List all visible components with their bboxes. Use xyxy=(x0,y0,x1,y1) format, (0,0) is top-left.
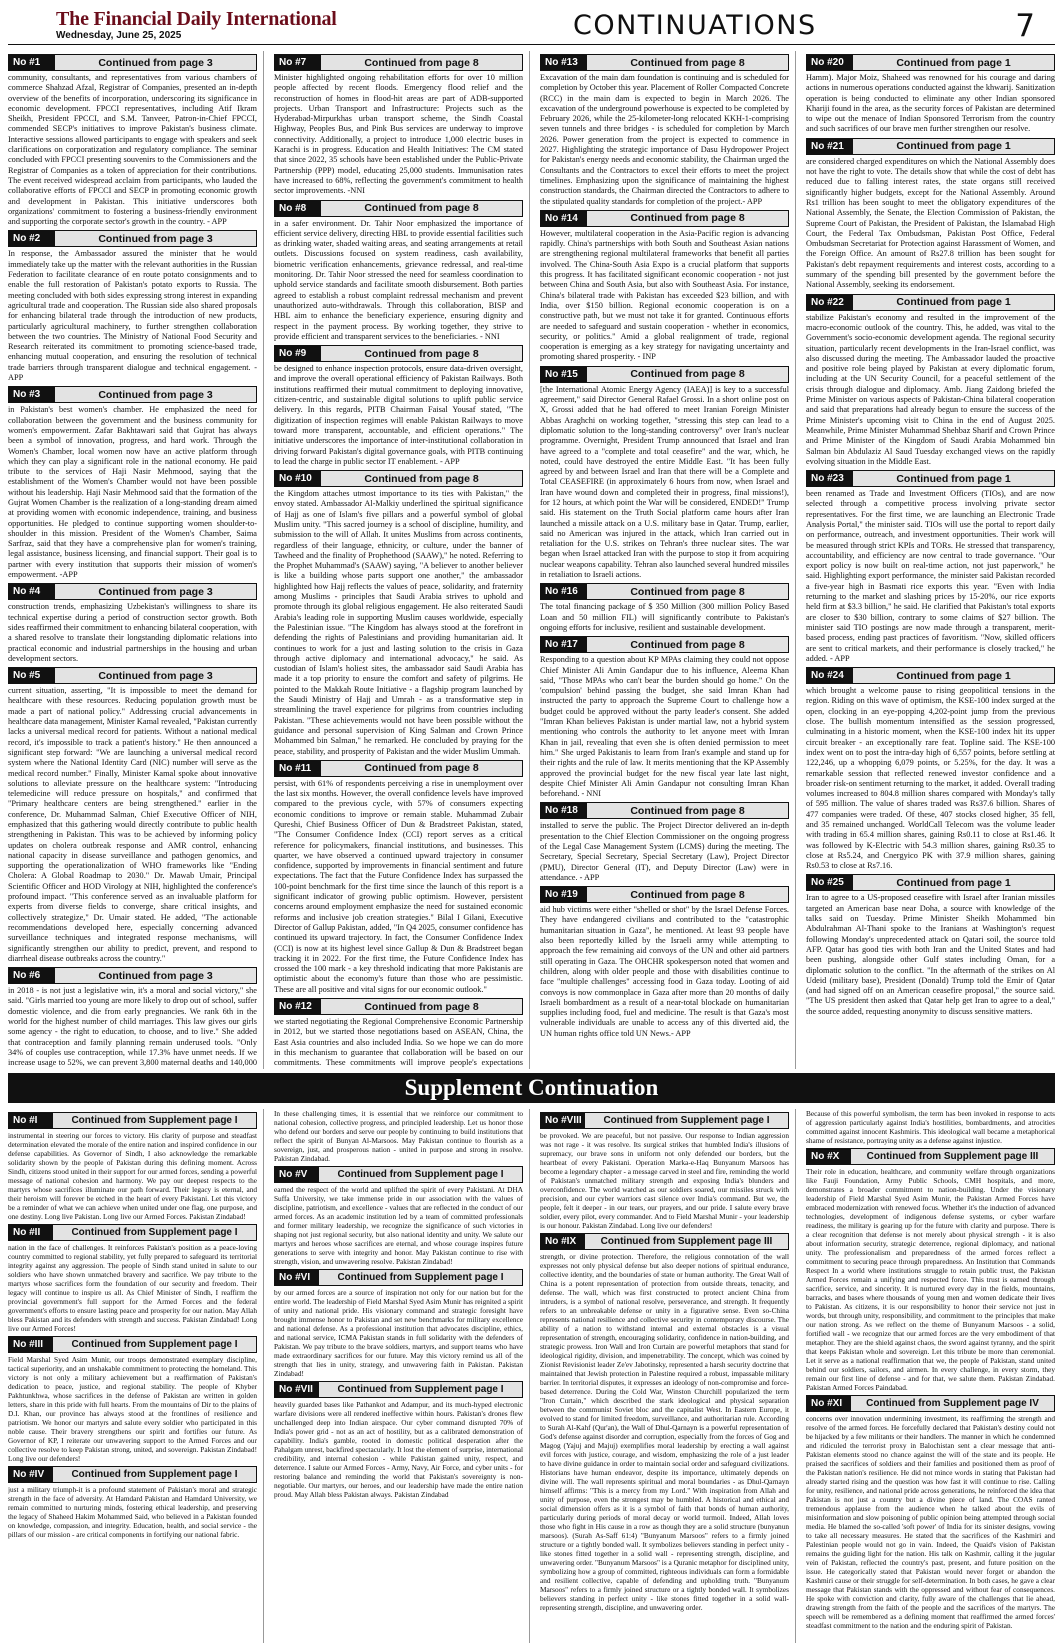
supplement-banner: Supplement Continuation xyxy=(8,1073,1055,1103)
article-header xyxy=(8,1336,257,1353)
article-header xyxy=(8,1224,257,1241)
article-body: in a safer environment. Dr. Tahir Noor emphasized the importance of efficient service delivery, directing HBL to provide essential facilities such as drinking water, shaded waiting areas, and seating arrangements at retail outlets. Discussions focused on system readiness, cash availability, biometric verification enhancements, grievance redressal, and real-time monitoring. Dr. Tahir Noor stressed the need for seamless coordination to uphold service standards and facilitate smooth disbursement. Both parties agreed to establish a robust complaint redressal mechanism and prevent unauthorized auto-withdrawals. Through this collaboration, BISP and HBL aim to enhance the beneficiary experience, ensuring dignity and respect in the payment process. By working together, they strive to provide efficient and transparent services to the beneficiaries. - NNI xyxy=(274,218,523,341)
column-3 xyxy=(540,1109,796,1643)
column-1 xyxy=(8,51,264,1069)
masthead-left xyxy=(56,8,337,42)
article xyxy=(274,1381,523,1499)
article xyxy=(806,1148,1055,1392)
article xyxy=(274,200,523,343)
article-number: No #II xyxy=(9,1225,53,1240)
article-number: No #21 xyxy=(807,139,853,154)
continued-label: Continued from page 1 xyxy=(853,471,1054,486)
article-body: Iran to agree to a US-proposed ceasefire with Israel after Iranian missiles targeted an American base near Doha, a source with knowledge of the talks said on Tuesday. Prime Minister Sheikh Mohammed bin Abdulrahman Al-Thani spoke to the Iranians at Washington's request following Monday's unprecedented attack on Qatari soil, the source told AFP. Qatar has good ties with both Iran and the United States and had been pushing, alongside other Gulf states including Oman, for a diplomatic solution to the conflict. "In the aftermath of the strikes on Al Udeid (military base), President (Donald) Trump told the Emir of Qatar (and had signed off on an American ceasefire proposal," the source said. "The US president then asked that Qatar help get Iran to agree to a deal," the source added, requesting anonymity to discuss sensitive matters. xyxy=(806,893,1055,1016)
article-header xyxy=(540,1233,789,1250)
article-number: No #12 xyxy=(275,999,321,1014)
article-body: community, consultants, and representatives from various chambers of commerce Shahzad Afzal, Registrar of Companies, presented an in-depth overview of the benefits of incorporation, underscoring its significance in economic development. FPCCI representatives, including Atif Ikram Sheikh, President FPCCI, and S.M. Tanveer, Patron-in-Chief FPCCI, commended SECP's initiatives to improve Pakistan's business climate. Interactive sessions allowed participants to engage with speakers and seek clarifications on corporatization and regulatory compliance. The seminar concluded with FPCCI presenting souvenirs to the Commissioners and the Registrar of Companies as a token of appreciation for their contributions. The event received widespread acclaim from participants, who lauded the collaborative efforts of FPCCI and SECP in promoting economic growth and development in Pakistan. This initiative underscores both organizations' commitment to fostering a business-friendly environment and supporting the corporate sector's growth in the country. - APP xyxy=(8,73,257,227)
column-4 xyxy=(806,51,1055,1069)
continued-label: Continued from page 8 xyxy=(587,55,788,70)
article-body: In response, the Ambassador assured the minister that he would immediately take up the matter with the relevant authorities in the Russian Federation to facilitate clearance of en route potato consignments and to enable the full restoration of Pakistan's potato exports to Russia. The meeting concluded with both sides expressing strong interest in expanding agricultural trade and cooperation. The Russian side also shared proposals for enhancing bilateral trade through the introduction of new products, particularly agricultural machinery, to further strengthen collaboration between the two countries. The Ministry of National Food Security and Research reiterated its commitment to promoting science-based trade, enhancing mutual cooperation, and ensuring the resolution of technical trade barriers through transparent dialogue and technical engagement. - APP xyxy=(8,249,257,383)
continued-label: Continued from page 8 xyxy=(587,803,788,818)
continued-label: Continued from Supplement page I xyxy=(53,1467,256,1482)
masthead xyxy=(8,8,1055,45)
continued-label: Continued from page 1 xyxy=(853,139,1054,154)
article-number: No #22 xyxy=(807,295,853,310)
article-body: in Pakistan's best women's chamber. He emphasized the need for collaboration between the government and the business community for women's empowerment. Zafar Bakhtawari said that Gujrat has always been a symbol of innovation, progress, and hard work. Through the Women's Chamber, local women now have an active platform through which they can play a significant role in the national economy. He paid tribute to the services of Haji Nasir Mehmood, saying that the establishment of the Women's Chamber would not have been possible without his leadership. Haji Nasir Mehmood said that the formation of the Gujrat Women Chamber is the realization of a long-standing dream aimed at providing women with economic independence, training, and business opportunities. He pledged to continue supporting women shoulder-to-shoulder in this mission. President of the Women's Chamber, Saima Sarfraz, said that they have a comprehensive plan for women's training, legal assistance, business licensing, and financial support. Their goal is to partner with every institution that supports their mission of women's empowerment. -APP xyxy=(8,405,257,580)
article xyxy=(8,1112,257,1221)
article-number: No #V xyxy=(275,1167,319,1182)
continued-label: Continued from Supplement page I xyxy=(585,1113,788,1128)
article-header xyxy=(806,54,1055,71)
article-header xyxy=(806,294,1055,311)
article xyxy=(540,54,789,207)
article-number: No #6 xyxy=(9,968,55,983)
article-number: No #III xyxy=(9,1337,53,1352)
continued-label: Continued from Supplement page III xyxy=(851,1149,1054,1164)
article-header xyxy=(274,1269,523,1286)
continued-label: Continued from Supplement page I xyxy=(319,1167,522,1182)
article-header xyxy=(8,1466,257,1483)
article xyxy=(540,210,789,363)
article xyxy=(806,470,1055,664)
article xyxy=(274,998,523,1069)
article-header xyxy=(274,760,523,777)
article-body: we started negotiating the Regional Comprehensive Economic Partnership in 2012, but we started those negotiations based on ASEAN, China, the East Asia countries and also included India. So we hope we can do more in this mechanism to guarantee that collaboration will be based on our commitments. These commitments will improve people's expectations xyxy=(274,1017,523,1068)
article-header xyxy=(8,583,257,600)
article-number: No #18 xyxy=(541,803,587,818)
article-number: No #VI xyxy=(275,1270,319,1285)
article xyxy=(806,1109,1055,1145)
article xyxy=(540,366,789,581)
supplement-columns xyxy=(8,1109,1055,1643)
continuations-columns xyxy=(8,51,1055,1069)
article xyxy=(540,1112,789,1230)
continued-label: Continued from page 8 xyxy=(321,55,522,70)
article xyxy=(274,470,523,757)
article xyxy=(540,886,789,1039)
article-body: [the International Atomic Energy Agency (IAEA)] is key to a successful agreement," said Director General Rafael Grossi. In a short online post on X, Grossi added that he had offered to meet Iranian Foreign Minister Abbas Araghchi on working together, "stressing this step can lead to a diplomatic solution to the long-standing controversy" over Iran's nuclear programme. Overnight, President Trump announced that Israel and Iran have agreed to a "complete and total ceasefire" and the war, which, he noted, could have destroyed the entire Middle East. "It has been fully agreed by and between Israel and Iran that there will be a Complete and Total CEASEFIRE (in approximately 6 hours from now, when Israel and Iran have wound down and completed their in progress, final missions!), for 12 hours, at which point the War will be considered, ENDED!" Trump said. His statement on the Truth Social platform came hours after Iran launched a missile attack on a U.S. military base in Qatar. Trump, earlier, said no American was injured in the attack, which Iran carried out in retaliation for the U.S. strikes on Tehran's three nuclear sites. The war began when Israel attacked Iran with the purpose to stop it from acquiring nuclear weapons capability. Tehran also launched several hundred missiles in retaliation to Israeli actions. xyxy=(540,384,789,580)
continued-label: Continued from page 8 xyxy=(321,999,522,1014)
article xyxy=(540,1233,789,1612)
continued-label: Continued from Supplement page I xyxy=(53,1113,256,1128)
continued-label: Continued from page 1 xyxy=(853,55,1054,70)
article-body: nation in the face of challenges. It reinforces Pakistan's position as a peace-loving country committed to regional stability, yet fully prepared to safeguard its territorial integrity against any aggression. The people of Sindh stand united in salute to our soldiers who have shown unmatched bravery and sacrifice. We pay tribute to the martyrs whose sacrifices form the foundation of our security and freedom. Their legacy will continue to inspire us all. As Chief Minister of Sindh, I reaffirm the provincial government's full support for the Armed Forces and the federal government's efforts to ensure lasting peace and prosperity for our nation. May Allah bless Pakistan and its defenders with strength and success. Pakistan Zindabad! Long live our Armed Forces! xyxy=(8,1243,257,1333)
section-title: CONTINUATIONS xyxy=(573,10,817,41)
article xyxy=(274,1269,523,1378)
article-body: Minister highlighted ongoing rehabilitation efforts for over 10 million people affected by recent floods. Emergency flood relief and the reconstruction of homes in flood-hit areas are part of ADB-supported projects. Urban Transport and Infrastructure: Projects such as the Hyderabad-Mirpurkhas urban transport scheme, the Sindh Coastal Highway, Peoples Bus, and Pink Bus services are underway to improve connectivity. Additionally, a project to introduce 1,000 electric buses in Karachi is in progress. Education and Health Initiatives: The CM stated that since 2022, 35 schools have been established under the Public-Private Partnership (PPP) model, educating 25,000 students. Immunisation rates have increased to 68%, reflecting the government's commitment to health sector improvements. -NNI xyxy=(274,73,523,196)
article xyxy=(540,802,789,883)
article xyxy=(8,1336,257,1463)
continued-label: Continued from page 8 xyxy=(321,471,522,486)
article xyxy=(8,54,257,227)
article-number: No #16 xyxy=(541,584,587,599)
article-header xyxy=(806,874,1055,891)
column-3 xyxy=(540,51,796,1069)
article-body: concerns over innovation undermining investment, its reaffirming the strength and resolve of the armed forces. He forcefully declared that Pakistan's destiny could not be hijacked by a few militants or their handlers. The manner in which he condemned and ridiculed the terrorist proxy in Balochistan sent a clear message that anti-Pakistan elements stood no chance against the will of the state and its people. He praised the sacrifices of soldiers and their families and positioned them as proof of the Pakistan nation's resilience. He did not mince words in stating that Pakistan had already started rising and the question was how fast it will continue to rise. Calling for unity, resilience, and national pride across generations, he reinforced the idea that Pakistan is not just a country but a divine piece of land. The COAS ranted tremendous applause from the audience when he talked about the evils of misinformation and slow poisoning of public opinion being attempted through social media. He blamed the so-called 'soft power' of India for its sinister designs, vowing to take all necessary measures. He stated that the sacrifices of the Kashmiri and Palestinian people would not go in vain. Indeed, the Quaid's vision of Pakistan remains the guiding light for the nation. His talk on Kashmir, calling it the jugular vein of Pakistan, reflected the country's past, present, and future position on the issue. He categorically stated that Pakistan would never forget or abandon the Kashmiri cause or their struggle for self-determination. In both cases, he gave a clear message that Pakistan stands with the oppressed and without fear of consequences. He spoke with conviction and clarity, fully aware of the challenges that lie ahead, drawing strength from the faith of the people and the sacrifices of the martyrs. The speech will be remembered as a defining moment that reaffirmed the armed forces' steadfast commitment to the nation and the enduring spirit of Pakistan. xyxy=(806,1414,1055,1630)
article-body: be designed to enhance inspection protocols, ensure data-driven oversight, and improve the overall operational efficiency of Pakistan Railways. Both institutions reaffirmed their mutual commitment to deploying innovative, citizen-centric, and sustainable digital solutions to uplift public service delivery. In this regards, PITB Chairman Faisal Yousaf stated, "The digitization of inspection regimes will enable Pakistan Railways to move toward more transparent, accountable, and efficient operations." The initiative underscores the importance of inter-institutional collaboration in driving forward Pakistan's digital governance goals, with PITB continuing to lead the charge in public sector IT enablement. - APP xyxy=(274,364,523,466)
column-4 xyxy=(806,1109,1055,1643)
continued-label: Continued from page 8 xyxy=(587,211,788,226)
article-number: No #20 xyxy=(807,55,853,70)
article-header xyxy=(806,667,1055,684)
article-number: No #19 xyxy=(541,887,587,902)
article-header xyxy=(8,54,257,71)
column-2 xyxy=(274,51,530,1069)
article-header xyxy=(806,470,1055,487)
article-header xyxy=(806,138,1055,155)
article-number: No #23 xyxy=(807,471,853,486)
article-number: No #10 xyxy=(275,471,321,486)
article-body: are considered charged expenditures on which the National Assembly does not have the right to vote. The details show that while the cost of debt has reduced due to falling interest rates, the state organs still received significantly higher budgets, except for the National Assembly. Around Rs1 trillion has been sought to meet the obligatory expenditures of the National Assembly, the Senate, the Election Commission of Pakistan, the Supreme Court of Pakistan, the President of Pakistan, the Islamabad High Court, the Federal Tax Ombudsman, Pakistan Post Office, Federal Ombudsman Secretariat for Protection against Harassment of Women, and the Foreign Office. An amount of Rs27.8 trillion has been sought for Pakistan's debt repayment requirements and interest costs, according to a summary of the spending bill presented by the government before the National Assembly, seeking its endorsement. xyxy=(806,156,1055,290)
continued-label: Continued from Supplement page I xyxy=(319,1270,522,1285)
article xyxy=(274,1109,523,1163)
article-body: just a military triumph-it is a profound statement of Pakistan's moral and strategic strength in the face of adversity. At Hamdard Pakistan and Hamdard University, we remain committed to nurturing minds, fostering ethical leadership, and preserving the legacy of Shaheed Hakim Mohammed Said, who believed in a Pakistan founded on knowledge, compassion, and integrity. Education, health, and social service - the pillars of our mission - are critical components in fortifying our national fabric. xyxy=(8,1485,257,1539)
continued-label: Continued from Supplement page I xyxy=(53,1337,256,1352)
article-number: No #IX xyxy=(541,1234,585,1249)
article-number: No #14 xyxy=(541,211,587,226)
continued-label: Continued from Supplement page IV xyxy=(851,1396,1054,1411)
article-number: No #VII xyxy=(275,1382,319,1397)
article xyxy=(806,138,1055,291)
article-number: No #I xyxy=(9,1113,53,1128)
article-header xyxy=(8,967,257,984)
article-header xyxy=(274,1381,523,1398)
article xyxy=(806,667,1055,871)
article xyxy=(8,583,257,664)
column-2 xyxy=(274,1109,530,1643)
article xyxy=(806,54,1055,135)
article-body: Excavation of the main dam foundation is continuing and is scheduled for completion by October this year. Placement of Roller Compacted Concrete (RCC) in the main dam is expected to begin in March 2026. The excavation of the underground powerhouse is expected to be completed by February 2026, while the 25-kilometer-long relocated KKH-1-comprising seven tunnels and three bridges - is scheduled for completion by March 2026. Power generation from the project is expected to commence in 2027. Highlighting the strategic importance of Dasu Hydropower Project for Pakistan's energy needs and economic stability, the Chairman urged the Consultants and the Contractors to excel their efforts to meet the project timelines. Emphasizing upon the significance of maintaining the highest construction standards, the Chairman directed the Contractors to adhere to the stipulated quality standards for completion of the project.- APP xyxy=(540,73,789,206)
continued-label: Continued from page 8 xyxy=(587,637,788,652)
article xyxy=(806,1395,1055,1630)
article xyxy=(274,760,523,995)
article xyxy=(8,1224,257,1333)
article-number: No #24 xyxy=(807,668,853,683)
article-number: No #1 xyxy=(9,55,55,70)
article xyxy=(274,1166,523,1266)
continued-label: Continued from page 3 xyxy=(55,387,256,402)
article-header xyxy=(540,366,789,383)
article-body: which brought a welcome pause to rising geopolitical tensions in the region. Riding on this wave of optimism, the KSE-100 index surged at the open, clocking in an eye-popping 4,202-point jump from the previous close. The bullish momentum intensified as the session progressed, culminating in a historic moment, when the KSE-100 index hit its upper circuit breaker - an exceptionally rare feat. Topline said. The KSE-100 index went on to post the intra-day high of 6,557 points, before settling at 122,246, up a whopping 6,079 points, or 5.25%, for the day. It was a remarkable session that reflected renewed investor confidence and a broader risk-on sentiment returning to the market, it added. Overall trading volumes increased to 804.8 million shares compared with Monday's tally of 595 million. The value of shares traded was Rs37.6 billion. Shares of 477 companies were traded. Of these, 407 stocks closed higher, 35 fell, and 35 remained unchanged. WorldCall Telecom was the volume leader with trading in 65.4 million shares, gaining Rs0.11 to close at Rs1.46. It was followed by K-Electric with 54.3 million shares, gaining Rs0.35 to close at Rs5.24, and Cnergyico PK with 37.9 million shares, gaining Rs0.53 to close at Rs7.16. xyxy=(806,686,1055,871)
continued-label: Continued from Supplement page I xyxy=(319,1382,522,1397)
article-body: by our armed forces are a source of inspiration not only for our nation but for the entire world. The leadership of Field Marshal Syed Asim Munir has reignited a spirit of unity and national pride. His visionary command and strategic foresight have brought immense honor to Pakistan and set new benchmarks for military excellence and national defense. As a professional institution that advocates discipline, ethics, and national service, ICMA Pakistan stands in full solidarity with the defenders of Pakistan. We pay tribute to the brave soldiers, martyrs, and support teams who have made extraordinary sacrifices for our future. May this victory remind us all of the strength that lies in unity, strategy, and unwavering faith in Pakistan. Pakistan Zindabad! xyxy=(274,1288,523,1378)
article-number: No #9 xyxy=(275,346,321,361)
continued-label: Continued from page 1 xyxy=(853,875,1054,890)
article xyxy=(274,345,523,467)
article-body: However, multilateral cooperation in the Asia-Pacific region is advancing rapidly. China's partnerships with both South and Southeast Asian nations are strengthening regional multilateral frameworks that benefit all parties involved. The China-South Asia Expo is a crucial platform that supports this progress. It has facilitated significant economic cooperation - not just between China and South Asia, but also with Southeast Asia. For instance, China's bilateral trade with Pakistan has exceeded $23 billion, and with India, over $150 billion. Regional economic cooperation is on a constructive path, but we must not take it for granted. Continuous efforts are needed to safeguard and sustain cooperation - whether in economics, security, or politics." Amid a global realignment of trade, regional cooperation is emerging as a key strategy for navigating uncertainty and promoting shared prosperity. - INP xyxy=(540,228,789,362)
article-body: In these challenging times, it is essential that we reinforce our commitment to national cohesion, collective progress, and principled leadership. Let us honor those who defend our borders and serve our people by continuing to build institutions that reflect the spirit of Bunyan Al-Marsoos. May Pakistan continue to flourish as a sovereign, just, and prosperous nation - united in purpose and strong in resolve. Pakistan Zindabad. xyxy=(274,1109,523,1163)
article-number: No #17 xyxy=(541,637,587,652)
article xyxy=(806,874,1055,1017)
article-body: the Kingdom attaches utmost importance to its ties with Pakistan," the envoy stated. Ambassador Al-Malkiy underlined the spiritual significance of Hajj as one of Islam's five pillars and a powerful symbol of global Muslim unity. "This sacred journey is a school of discipline, humility, and submission to the will of Allah. It unites Muslims from across continents, regardless of their language, ethnicity, or culture, under the banner of Tawheed and the finality of Prophethood (SAAW)," he noted. Referring to the Prophet Muhammad's (SAAW) saying, "A believer to another believer is like a building whose parts support one another," the ambassador highlighted how Hajj reflects the values of peace, solidarity, and fraternity among Muslims - principles that Saudi Arabia strives to uphold and promote through its global religious engagement. He also reiterated Saudi Arabia's leading role in supporting Muslim causes worldwide, especially the Palestinian issue. "The Kingdom has always stood at the forefront in defending the rights of Palestinians and providing humanitarian aid. It continues to work for a just and lasting solution to the crisis in Gaza through active diplomacy and international advocacy," he said. As custodian of Islam's holiest sites, the ambassador said Saudi Arabia has made it a top priority to ensure the comfort and safety of pilgrims. He pointed to the Makkah Route Initiative - a flagship program launched by the Saudi Ministry of Hajj and Umrah - as a transformative step in streamlining the travel experience for pilgrims from countries including Pakistan. "These achievements would not have been possible without the guidance and personal supervision of King Salman and Crown Prince Mohammed bin Salman," he remarked. He concluded by praying for the peace, stability, and prosperity of Pakistan and the wider Muslim Ummah. xyxy=(274,489,523,756)
continued-label: Continued from Supplement page I xyxy=(53,1225,256,1240)
article-header xyxy=(806,1148,1055,1165)
article-number: No #2 xyxy=(9,231,55,246)
article-body: been renamed as Trade and Investment Officers (TIOs), and are now selected through a competitive process involving private sector representatives. For the first time, we are launching an Electronic Trade Analysis Portal," the minister said. TIOs will use the portal to report daily on performance, outreach, and investment opportunities. Their work will be measured through strict KPIs and TORs. He stressed that transparency, accountability, and efficiency are now central to trade governance. "Our export policy is now built on real-time action, not just paperwork," he said. Highlighting export performance, the minister said Pakistan recorded a five-year high in Basmati rice exports this year. "Even with India returning to the market and slashing prices by 15-20%, our rice exports held firm at $3.3 billion," he said. He clarified that Pakistan's total exports are closer to $30 billion, contrary to some claims of $27 billion. The minister said TIO postings are now made through a transparent, merit-based process, ending past practices of favoritism. "Now, skilled officers are sent to critical markets, and their performance is closely tracked," he added. - APP xyxy=(806,489,1055,663)
continued-label: Continued from page 1 xyxy=(853,668,1054,683)
article-number: No #5 xyxy=(9,668,55,683)
continued-label: Continued from page 3 xyxy=(55,231,256,246)
article-body: heavily guarded bases like Pathankot and Adampur, and its much-hyped electronic warfare divisions were all rendered ineffective within hours. Pakistan's drones flew unchallenged deep into Indian airspace. Our cyber command disrupted 70% of India's power grid - not as an act of hostility, but as a calibrated demonstration of capability. India's gamble, rooted in domestic political desperation after the Pahalgam unrest, backfired spectacularly. It lost the element of surprise, international credibility, and internal cohesion - while Pakistan gained unity, respect, and deterrence. I salute our Armed Forces - Army, Navy, Air Force, and cyber units - for restoring balance and reminding the world that Pakistan's sovereignty is non-negotiable. Our martyrs, our heroes, and our leadership have made the entire nation proud. May Allah bless Pakistan always. Pakistan Zindabad xyxy=(274,1400,523,1499)
continued-label: Continued from page 1 xyxy=(853,295,1054,310)
article-body: construction trends, emphasizing Uzbekistan's willingness to share its technical expertise during a period of construction sector growth. Both sides reaffirmed their commitment to enhancing bilateral cooperation, with a shared resolve to translate their longstanding diplomatic relations into practical economic and industrial partnerships in the housing and urban development sectors. xyxy=(8,602,257,663)
article-body: Hamm). Major Moiz, Shaheed was renowned for his courage and daring actions in numerous operations conducted against the khwarij. Sanitization operation is being conducted to eliminate any other Indian sponsored Khariji found in the area, as the security forces of Pakistan are determined to wipe out the menace of Indian Sponsored Terrorism from the country and such sacrifices of our brave men further strengthen our resolve. xyxy=(806,73,1055,134)
article xyxy=(8,967,257,1069)
article-body: The total financing package of $ 350 Million (300 million Policy Based Loan and 50 million FIL) will significantly contribute to Pakistan's ongoing efforts for inclusive, resilient and sustainable development. xyxy=(540,602,789,632)
article-header xyxy=(8,667,257,684)
article-number: No #7 xyxy=(275,55,321,70)
article-number: No #XI xyxy=(807,1396,851,1411)
article-header xyxy=(8,386,257,403)
page-number: 7 xyxy=(1015,8,1035,44)
article-body: Field Marshal Syed Asim Munir, our troops demonstrated exemplary discipline, tactical superiority, and an unshakable commitment to protecting the homeland. This victory is not only a military achievement but a reaffirmation of Pakistan's dedication to peace, justice, and regional stability. The people of Khyber Pakhtunkhwa, whose sacrifices in the defense of Pakistan are written in golden letters, share in this pride with full hearts. From the mountains of Dir to the plains of D.I. Khan, our province has always stood at the frontlines of resilience and patriotism. We honor our martyrs and salute every soldier who participated in this noble cause. Their bravery strengthens our spirit and fortifies our future. As Governor of KP, I reiterate our unwavering support to the Armed Forces and our collective resolve to keep Pakistan strong, united, and sovereign. Pakistan Zindabad! Long live our defenders! xyxy=(8,1355,257,1463)
article xyxy=(8,1466,257,1539)
continued-label: Continued from page 8 xyxy=(321,346,522,361)
article-header xyxy=(540,636,789,653)
article xyxy=(8,230,257,383)
continued-label: Continued from Supplement page III xyxy=(585,1234,788,1249)
article-body: strength, or divine protection. Therefore, the religious connotation of the wall expresses not only physical defense but also deeper notions of spiritual endurance, collective identity, and the boundaries of state or human authority. The Great Wall of China is a potent representation of protection from outside threats, tenacity, and defense. The wall, which was first constructed to protect ancient China from intruders, is a symbol of national resolve, perseverance, and strength. It frequently refers to an unbreakable defense or unity in a figurative sense. Even so-China represents national resilience and collective security in contemporary discourse. The ability of a nation to withstand internal and external obstacles is a visual representation of strength, encouraging solidarity, confidence in nation-building, and strategic prowess. Iron Wall and Iron Curtain are powerful metaphors that stand for ideological rigidity, division, and impenetrability. The concept, which was coined by Zionist Revisionist leader Ze'ev Jabotinsky, represented a harsh security doctrine that maintained that Jewish protection in Palestine required a robust, impassable military barrier. In territorial disputes, it expresses an ideology of non-compromise and force-based deterrence. During the Cold War, Winston Churchill popularized the term "Iron Curtain," which described the stark ideological and physical separation between the communist Soviet bloc and the capitalist West. In Eastern Europe, it evolved to stand for limited freedom, surveillance, and authoritarian rule. According to Surah Al-Kahf (Qur'an), the Wall of Dhul-Qarnayn is a powerful representation of God's defense against disorder and corruption, especially from the forces of Gog and Magog (Yajuj and Majuj) exemplifies moral leadership by erecting a wall against evil forces with justice, courage, and wisdom, emphasizing the role of a just leader to have divine guidance in order to maintain social order and safeguard civilizations. Historians have human endeavor, despite its importance, ultimately depends on divine will. The wall represents spiritual and moral boundaries - as Dhul-Qarnayn himself affirms: "This is a mercy from my Lord." With inspiration from Allah and unity of purpose, even the strongest may be humbled. A historical and ethical and social dimension offers as it is a symbol of faith that bonds of human authority, particularly during periods of moral decay or world turmoil. Indeed, Allah loves those who fight in His cause in a row as though they are a solid structure (bunyanun marsoos). (Surah As-Saff 61:4) "Bunyanum Marsoos" refers to a firmly joined structure or a tightly bonded wall. It symbolizes believers standing in perfect unity - like stones fitted together in a solid wall - representing strength, discipline, and unwavering order. "Bunyanum Marsoos" is a Quranic metaphor for disciplined unity, symbolizing how a group of committed, righteous individuals can form a formidable and resilient collective, capable of defending and upholding truth. "Bunyanum Marsoos" refers to a firmly joined structure or a tightly bonded wall. It symbolizes believers standing in perfect unity - like stones fitted together in a solid wall-representing strength, discipline, and unwavering order. xyxy=(540,1252,789,1612)
article-body: installed to serve the public. The Project Director delivered an in-depth presentation to the Chief Election Commissioner on the ongoing progress of the Legal Case Management System (LCMS) during the meeting. The Secretary, Special Secretary, Special Secretary (Law), Project Director (PMU), Director General (IT), and Deputy Director (Law) were in attendance. - APP xyxy=(540,821,789,882)
article-header xyxy=(806,1395,1055,1412)
article-header xyxy=(540,583,789,600)
article-header xyxy=(274,345,523,362)
article-body: earned the respect of the world and uplifted the spirit of every Pakistani. At DHA Suffa University, we take immense pride in our association with the values of discipline, patriotism, and excellence - values that are reflected in the conduct of our armed forces. As an academic institution led by a team of committed professionals and former military leadership, we recognize the significance of such victories in shaping not just regional security, but also national identity and unity. We salute our martyrs and heroes whose sacrifices are eternal, and whose courage inspires future generations to serve with integrity and honor. May Pakistan continue to rise with strength, vision, and unwavering resolve. Pakistan Zindabad! xyxy=(274,1185,523,1266)
article-body: aid hub victims were either "shelled or shot" by the Israel Defense Forces. They have endangered civilians and contributed to the "catastrophic humanitarian situation in Gaza", he mentioned. At least 93 people have also been reportedly killed by the Israeli army while attempting to approach the few remaining aid convoys of the UN and other aid partners still operating in Gaza. The OHCHR spokesperson noted that women and children, along with older people and those with disabilities continue to face "multiple challenges" accessing food in Gaza today. Looting of aid convoys is now commonplace in Gaza after more than 20 months of daily Israeli bombardment as a result of a near-total blockade on humanitarian supplies including food, fuel and medicine. The result is that Gaza's most vulnerable individuals are unable to access any of this diverted aid, the UN human rights office told UN News.- APP xyxy=(540,905,789,1038)
article-body: current situation, asserting, "It is impossible to meet the demand for healthcare with these resources. Reducing population growth must be made a part of national policy." Addressing crucial advancements in healthcare data management, Minister Kamal revealed, "Pakistan currently lacks a universal medical record for patients. Without a national medical record, it's impossible to track a patient's history." He then announced a significant step forward: "We are launching a universal medical record system where the National Identity Card (NIC) number will serve as the medical record number." Finally, Minister Kamal spoke about innovative solutions to alleviate pressure on the healthcare system: "Introducing telemedicine will reduce pressure on hospitals," and confirmed that "Primary healthcare centers are being strengthened." earlier in the conference, Dr. Muhammad Salman, Chief Executive Officer of NIH, emphasized that this gathering would directly contribute to public health strengthening in Pakistan. This was to be achieved by informing policy updates on cholera outbreak response and AMR control, enhancing national capacity in disease surveillance and pathogen genomics, and supporting the operationalization of WHO frameworks like "Ending Cholera: A Global Roadmap to 2030." Dr. Mawab Umair, Principal Scientific Officer and HOD Virology at NIH, highlighted the conference's profound impact. "This conference served as an invaluable platform for experts from diverse fields to converge, share critical insights, and collectively strategize," Dr. Umair stated. He added, "The actionable recommendations developed here, especially concerning advanced surveillance techniques and integrated response mechanisms, will significantly strengthen our ability to predict, prevent, and respond to diarrheal disease outbreaks across the country." xyxy=(8,686,257,963)
article xyxy=(540,636,789,799)
article-body: Because of this powerful symbolism, the term has been invoked in response to acts of aggression particularly against India's hostilities, bombardments, and atrocities committed against innocent Kashmiris. This ideological wall became a metaphorical shame of resistance, portraying unity as a defense against injustice. xyxy=(806,1109,1055,1145)
newspaper-brand: The Financial Daily International xyxy=(56,8,337,30)
article-body: instrumental in steering our forces to victory. His clarity of purpose and steadfast determination elevated the morale of the entire nation and inspired confidence in our defense capabilities. As Governor of Sindh, I also acknowledge the remarkable solidarity shown by the people of Pakistan during this defining moment. Across Sindh, citizens stood united in their support for our armed forces, sending a powerful message of national cohesion and harmony. We pay our deepest respects to the martyrs whose sacrifices illuminate our path forward. Their legacy is eternal, and their heroism will forever be etched in the heart of every Pakistani. Let this victory be a reminder of what we can achieve when united under one flag, one purpose, and one destiny. Long live Pakistan. Long live our Armed Forces. Pakistan Zindabad! xyxy=(8,1131,257,1221)
article-number: No #VIII xyxy=(541,1113,585,1128)
continued-label: Continued from page 8 xyxy=(587,367,788,382)
article-header xyxy=(540,54,789,71)
article xyxy=(274,54,523,197)
article-number: No #8 xyxy=(275,201,321,216)
article-body: in 2018 - is not just a legislative win, it's a moral and social victory," she said. "Girls married too young are more likely to drop out of school, suffer domestic violence, and die from early pregnancies. We rank 6th in the world for the highest number of child marriages. This law gives our girls some agency - the right to education, to choose, and to live." She added that contraception and family planning remain underused tools. "Only 34% of couples use contraception, while 17.3% have unmet needs. If we increase usage to 52%, we can prevent 3,800 maternal deaths and 140,000 xyxy=(8,986,257,1068)
article-header xyxy=(540,802,789,819)
continued-label: Continued from page 8 xyxy=(321,201,522,216)
article xyxy=(8,667,257,964)
article xyxy=(806,294,1055,467)
article-header xyxy=(8,1112,257,1129)
article-body: persist, with 61% of respondents perceiving a rise in unemployment over the last six months. However, the overall confidence levels have improved compared to the previous cycle, with 57% of consumers expecting economic conditions to improve or remain stable. Muhammad Zubair Qureshi, Chief Business Officer of Dun & Bradstreet Pakistan, stated, "The Consumer Confidence Index (CCI) report serves as a critical reference for policymakers, financial institutions, and businesses. This quarter, we have observed a continued upward trajectory in consumer confidence, supported by improvements in financial sentiment and future expectations. The fact that the Future Confidence Index has surpassed the 100-point benchmark for the first time since the launch of this report is a significant indicator of growing public optimism. However, persistent concerns around employment emphasize the need for sustained economic reforms and inclusive job creation strategies." Bilal I Gilani, Executive Director of Gallup Pakistan, added, "In Q4 2025, consumer confidence has continued its upward trajectory. In fact, the Consumer Confidence Index (CCI) is now at its highest level since Gallup & Dun & Bradstreet began tracking it in 2022. For the first time, the Future Confidence Index has crossed the 100 mark - a key threshold indicating that more Pakistanis are optimistic about the economy's future than those who are pessimistic. These are all positive and vital signs for our economic outlook." xyxy=(274,778,523,994)
article-header xyxy=(274,1166,523,1183)
article-body: be provoked. We are peaceful, but not passive. Our response to Indian aggression was not rage - it was resolve. Its surgical strikes that humbled India's illusions of supremacy, our brave sons in uniform not only defended our borders, but the heartbeat of every Pakistani. Operation Marka-e-Haq Bunyanum Marsoos has become a legendary chapter - a message carved in steel and fire, reminding the world of Pakistan's unmatched military strength and exposing India's blunders and overconfidence. The world watched as our soldiers soared, our missiles struck with precision, and our cyber warriors cast silence over India's command. But we, the people, felt it deeper - in our tears, our prayers, and our pride. I salute every brave soldier, every pilot, every commander. And to Field Marshal Munir - your leadership is our honour. Pakistan Zindabad. Long live our defenders! xyxy=(540,1131,789,1230)
article-header xyxy=(274,200,523,217)
article-number: No #X xyxy=(807,1149,851,1164)
continued-label: Continued from page 8 xyxy=(321,761,522,776)
issue-date: Wednesday, June 25, 2025 xyxy=(56,30,182,41)
continued-label: Continued from page 3 xyxy=(55,968,256,983)
article-header xyxy=(8,230,257,247)
continued-label: Continued from page 3 xyxy=(55,584,256,599)
article-header xyxy=(540,1112,789,1129)
article-header xyxy=(540,886,789,903)
article-number: No #4 xyxy=(9,584,55,599)
continued-label: Continued from page 3 xyxy=(55,55,256,70)
article-number: No #25 xyxy=(807,875,853,890)
article-header xyxy=(274,54,523,71)
article-number: No #15 xyxy=(541,367,587,382)
article-number: No #13 xyxy=(541,55,587,70)
article-number: No #11 xyxy=(275,761,321,776)
continued-label: Continued from page 8 xyxy=(587,584,788,599)
article-body: Responding to a question about KP MPAs claiming they could not oppose Chief Minister Ali Amin Gandapur due to his influence, Aleema Khan said, "Those MPAs who can't bear the burden should go home." On the 'compulsion' behind passing the budget, she said Imran Khan had instructed the party to approach the Supreme Court to challenge how a budget could be approved without the party leader's consent. She added "Imran Khan believes Pakistan is under martial law, not a hybrid system mentioning who controls the authority to let anyone meet with Imran Khan in jail, revealing that even she is often denied permission to meet him." She urged Pakistanis to learn from Iran's example and stand up for their rights and the rule of law. It merits mentioning that the KP Assembly approved the provincial budget for the new fiscal year late last night, despite Chief Minister Ali Amin Gandapur not consulting Imran Khan beforehand. - NNI xyxy=(540,655,789,799)
column-1 xyxy=(8,1109,264,1643)
article-number: No #IV xyxy=(9,1467,53,1482)
article-header xyxy=(540,210,789,227)
article xyxy=(8,386,257,580)
continued-label: Continued from page 3 xyxy=(55,668,256,683)
continued-label: Continued from page 8 xyxy=(587,887,788,902)
article-header xyxy=(274,470,523,487)
article-body: Their role in education, healthcare, and community welfare through organizations like Fauji Foundation, Army Public Schools, CMH hospitals, and more, demonstrates a broader commitment to nation-building. Under the visionary leadership of Field Marshal Syed Asim Munir, the Pakistan Armed Forces have embraced modernization with renewed focus. Whether it's the induction of advanced technologies, development of indigenous defense systems, or cyber warfare readiness, the military is gearing up for the future with clarity and purpose. There is a clear recognition that defense is not merely about physical strength - it is also about information security, strategic deterrence, regional diplomacy, and national unity. The professionalism and preparedness of the armed forces reflect a commitment to securing peace through preparedness. An Institution that Commands Respect In a world where institutions struggle to retain public trust, the Pakistan Armed Forces remain a unifying and respected force. This trust is earned through sacrifice, service, and sincerity. It is nurtured every day in the fields, mountains, barracks, and bases where thousands of young men and women dedicate their lives to Pakistan. As citizens, it is our responsibility to honor their service not just in words, but through unity, responsibility, and commitment to the principles that make our nation strong. As we reflect on the theme of Bunyanum Marsoos - a solid, fortified wall - we recognize that our armed forces are the very embodiment of that metaphor. They are the shield against chaos, the sword against tyranny, and the spirit that keeps Pakistan whole and sovereign. Let this tribute be more than ceremonial. Let it serve as a national reaffirmation that we, the people of Pakistan, stand united behind our soldiers, sailors, and airmen. In every challenge, in every storm, they remain our first line of defense - and for that, we salute them. Pakistan Zindabad. Pakistan Armed Forces Paindabad. xyxy=(806,1167,1055,1392)
article xyxy=(540,583,789,633)
article-body: stabilize Pakistan's economy and resulted in the improvement of the macro-economic outlook of the country. This, he added, was vital to the Government's socio-economic development agenda. The regional security situation, particularly recent developments in the Iran-Israel conflict, was also discussed during the meeting. The Ambassador lauded the proactive and positive role being played by Pakistan at every diplomatic forum, including at the UN Security Council, for a peaceful settlement of the crisis through dialogue and diplomacy. Amb. Jiang Zaidong briefed the Prime Minister on various aspects of Pakistan-China bilateral cooperation and said that preparations had already begun to ensure the success of the Prime Minister's upcoming visit to China in the end of August 2025. Meanwhile, Prime Minister Muhammad Shehbaz Sharif and Crown Prince and Prime Minister of the Kingdom of Saudi Arabia Mohammed bin Salman bin Abdulaziz Al Saud Tuesday exchanged views on the rapidly evolving situation in the Middle East. xyxy=(806,312,1055,466)
article-number: No #3 xyxy=(9,387,55,402)
article-header xyxy=(274,998,523,1015)
